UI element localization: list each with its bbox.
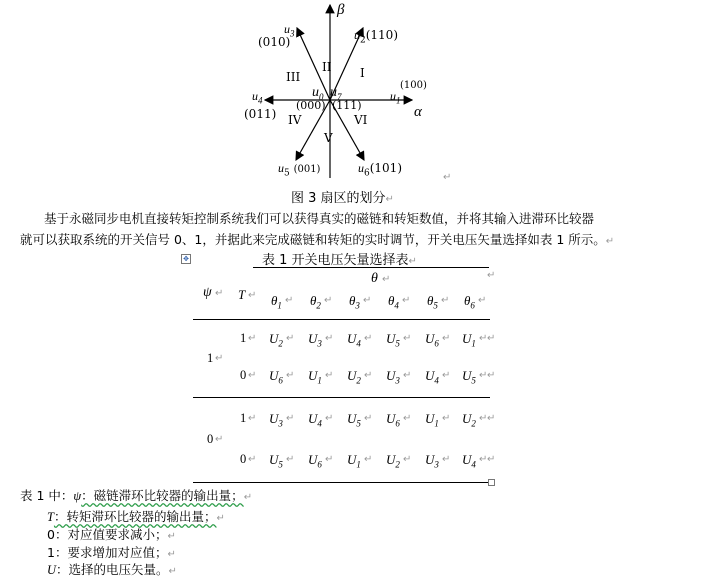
table-bottom-rule	[193, 482, 490, 483]
u7-label: $u_7$	[330, 85, 342, 102]
psi-value-0: 0	[207, 432, 214, 446]
voltage-vector-cell: $U_1$	[308, 368, 322, 386]
voltage-vector-cell: $U_4$	[308, 411, 322, 429]
paragraph-mark: ↵	[479, 454, 488, 465]
paragraph-mark: ↵	[403, 370, 412, 381]
voltage-vector-cell: $U_4$	[425, 368, 439, 386]
paragraph-mark: ↵	[285, 295, 294, 306]
voltage-vector-cell: $U_2$	[269, 331, 283, 349]
u6-label: $u_6(101)$	[358, 161, 403, 179]
u5-label: $u_5$ (001)	[278, 161, 321, 179]
paragraph-mark: ↵	[248, 333, 257, 344]
paragraph-mark: ↵	[487, 370, 496, 381]
paragraph-mark: ↵	[248, 454, 257, 465]
sector-II: II	[322, 60, 332, 74]
voltage-vector-cell: $U_1$	[347, 452, 361, 470]
paragraph-mark: ↵	[364, 454, 373, 465]
sector-VI: VI	[354, 113, 368, 127]
paragraph-mark: ↵	[403, 413, 412, 424]
paragraph-mark: ↵	[403, 454, 412, 465]
paragraph-mark: ↵	[248, 370, 257, 381]
u3-label: $u_3$	[284, 22, 295, 39]
theta-col-4: $\theta_4$	[388, 293, 399, 311]
paragraph-mark: ↵	[402, 295, 411, 306]
t-value-0: 0	[240, 452, 247, 466]
t-value-0: 0	[240, 368, 247, 382]
table-resize-handle[interactable]	[488, 479, 495, 486]
voltage-vector-cell: $U_4$	[347, 331, 361, 349]
header-rule	[193, 319, 490, 320]
paragraph-line-2: 就可以获取系统的开关信号 0、1，并据此来完成磁链和转矩的实时调节，开关电压矢量选择如表 1 所示。↵	[20, 232, 615, 247]
note-zero: 0：对应值要求减小；↵	[47, 527, 176, 542]
voltage-vector-cell: $U_5$	[462, 368, 476, 386]
paragraph-mark: ↵	[364, 333, 373, 344]
paragraph-mark: ↵	[325, 333, 334, 344]
paragraph-mark: ↵	[325, 454, 334, 465]
note-psi: 表 1 中：ψ：磁链滞环比较器的输出量；↵	[20, 488, 253, 503]
paragraph-mark: ↵	[479, 333, 488, 344]
voltage-vector-cell: $U_6$	[269, 368, 283, 386]
paragraph-mark: ↵	[286, 333, 295, 344]
u1-code: (100)	[400, 80, 427, 91]
paragraph-mark: ↵	[442, 333, 451, 344]
paragraph-mark: ↵	[487, 454, 496, 465]
voltage-vector-cell: $U_1$	[425, 411, 439, 429]
theta-header: θ	[371, 271, 378, 286]
sector-V: V	[324, 131, 333, 145]
paragraph-mark: ↵	[325, 413, 334, 424]
sector-I: I	[360, 66, 365, 80]
voltage-vector-cell: $U_6$	[386, 411, 400, 429]
paragraph-mark: ↵	[441, 295, 450, 306]
paragraph-mark: ↵	[363, 295, 372, 306]
voltage-vector-cell: $U_6$	[308, 452, 322, 470]
theta-col-1: $\theta_1$	[271, 293, 282, 311]
paragraph-mark: ↵	[215, 353, 224, 364]
paragraph-mark: ↵	[479, 370, 488, 381]
t-header: T	[238, 287, 246, 302]
sector-figure	[240, 0, 440, 185]
theta-col-5: $\theta_5$	[427, 293, 438, 311]
t-value-1: 1	[240, 411, 247, 425]
voltage-vector-cell: $U_3$	[425, 452, 439, 470]
paragraph-mark: ↵	[443, 172, 452, 183]
note-psi-desc: ：磁链滞环比较器的输出量；	[81, 488, 244, 503]
psi-header: ψ	[203, 285, 212, 300]
t-value-1: 1	[240, 331, 247, 345]
u4-label: $u_4$	[252, 89, 263, 106]
paragraph-mark: ↵	[403, 333, 412, 344]
paragraph-mark: ↵	[442, 454, 451, 465]
u0-code: (000)	[296, 99, 326, 112]
paragraph-mark: ↵	[478, 295, 487, 306]
theta-col-2: $\theta_2$	[310, 293, 321, 311]
theta-col-3: $\theta_3$	[349, 293, 360, 311]
voltage-vector-cell: $U_1$	[462, 331, 476, 349]
vector-table: θ ↵ ↵ ψ ↵ T ↵ $\theta_1$ ↵ $\theta_2$ ↵ $\theta_3$ ↵ $\theta_4$ ↵ $\theta_5$ ↵ $\theta_6$ ↵ 1 ↵ 1 ↵ $U_2$ ↵ $U_3$ ↵ $U_4$ ↵ $U_5$ ↵ $U_6$ ↵ $U_1$ ↵ ↵ 0 ↵ $U_6$ ↵ $U_1$ ↵ $U_2$ ↵ $U_3$ ↵ $U_4$ ↵ $U_5$ ↵ ↵ 0 ↵ 1 ↵ $U_3$ ↵ $U_4$ ↵ $U_5$ ↵ $U_6$ ↵ $U_1$ ↵ $U_2$ ↵ ↵ 0 ↵ $U_5$ ↵ $U_6$ ↵ $U_1$ ↵ $U_2$ ↵ $U_3$ ↵ $U_4$ ↵ ↵	[193, 265, 490, 487]
paragraph-mark: ↵	[479, 413, 488, 424]
u2-label: $u_2(110)$	[354, 28, 399, 46]
alpha-label: α	[414, 104, 422, 120]
psi-value-1: 1	[207, 351, 214, 365]
voltage-vector-cell: $U_2$	[347, 368, 361, 386]
voltage-vector-cell: $U_2$	[386, 452, 400, 470]
paragraph-mark: ↵	[442, 413, 451, 424]
paragraph-mark: ↵	[286, 413, 295, 424]
voltage-vector-cell: $U_4$	[462, 452, 476, 470]
figure-caption: 图 3 扇区的划分↵	[291, 191, 394, 206]
sector-IV: IV	[288, 113, 302, 127]
voltage-vector-cell: $U_2$	[462, 411, 476, 429]
table-move-handle[interactable]: ✥	[181, 254, 191, 264]
u1-label: $u_1$	[390, 89, 401, 106]
voltage-vector-cell: $U_3$	[269, 411, 283, 429]
paragraph-mark: ↵	[248, 413, 257, 424]
paragraph-line-1: 基于永磁同步电机直接转矩控制系统我们可以获得真实的磁链和转矩数值，并将其输入进滞环比较器	[44, 211, 595, 226]
table-top-rule	[253, 267, 489, 268]
u7-code: (111)	[332, 99, 362, 112]
u4-code: (011)	[244, 107, 277, 121]
paragraph-mark: ↵	[324, 295, 333, 306]
voltage-vector-cell: $U_3$	[386, 368, 400, 386]
group-rule	[193, 397, 490, 398]
paragraph-mark: ↵	[364, 413, 373, 424]
paragraph-mark: ↵	[286, 454, 295, 465]
paragraph-mark: ↵	[364, 370, 373, 381]
sector-III: III	[286, 70, 301, 84]
note-one: 1：要求增加对应值；↵	[47, 545, 176, 560]
voltage-vector-cell: $U_6$	[425, 331, 439, 349]
paragraph-mark: ↵	[487, 413, 496, 424]
u0-label: $u_0$	[312, 85, 324, 102]
u3-code: (010)	[258, 35, 291, 49]
voltage-vector-cell: $U_5$	[269, 452, 283, 470]
paragraph-mark: ↵	[325, 370, 334, 381]
note-t: T：转矩滞环比较器的输出量；↵	[47, 509, 225, 524]
note-u: U：选择的电压矢量。↵	[47, 562, 177, 577]
table-title: 表 1 开关电压矢量选择表↵	[262, 253, 417, 268]
voltage-vector-cell: $U_3$	[308, 331, 322, 349]
theta-col-6: $\theta_6$	[464, 293, 475, 311]
beta-label: β	[337, 2, 345, 18]
paragraph-mark: ↵	[487, 333, 496, 344]
voltage-vector-cell: $U_5$	[347, 411, 361, 429]
paragraph-mark: ↵	[286, 370, 295, 381]
paragraph-mark: ↵	[215, 434, 224, 445]
voltage-vector-cell: $U_5$	[386, 331, 400, 349]
paragraph-mark: ↵	[442, 370, 451, 381]
